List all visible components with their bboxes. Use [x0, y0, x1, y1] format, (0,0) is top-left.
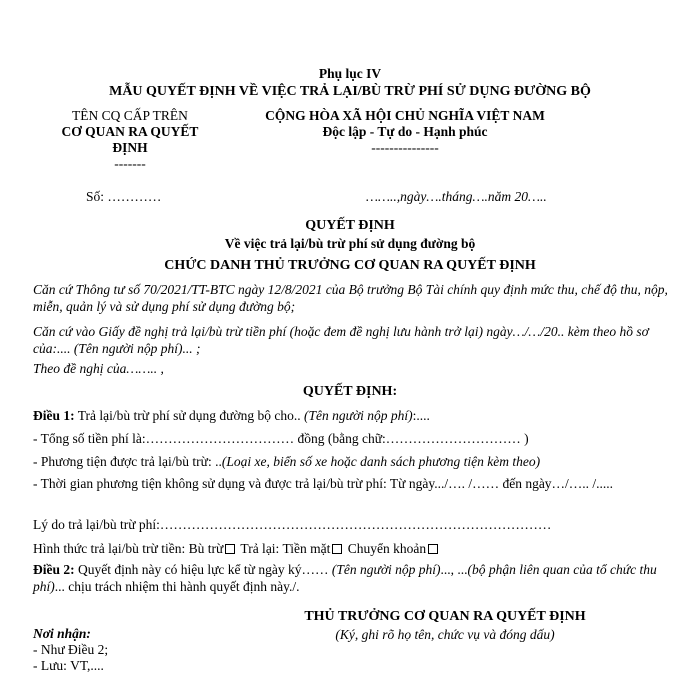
vehicle-label: - Phương tiện được trả lại/bù trừ: .. [33, 454, 222, 469]
unused-period-line: - Thời gian phương tiện không sử dụng và được trả lại/bù trừ phí: Từ ngày.../…. /…… đến ngày…/….. /..... [33, 476, 614, 491]
motto: Độc lập - Tự do - Hạnh phúc [322, 124, 488, 139]
payer-name-placeholder: (Tên người nộp phí) [303, 408, 413, 423]
decision-authority: CHỨC DANH THỦ TRƯỞNG CƠ QUAN RA QUYẾT ĐỊNH [164, 258, 536, 273]
issuer-block [30, 108, 230, 172]
issuer-parent-agency: TÊN CQ CẤP TRÊN [72, 108, 188, 123]
article-1-text: Trả lại/bù trừ phí sử dụng đường bộ cho.. [74, 408, 304, 423]
article-2-text-3: ... chịu trách nhiệm thi hành quyết định này./. [54, 579, 300, 594]
method-transfer-label: Chuyển khoản [344, 541, 427, 556]
issuer-agency-line-2: ĐỊNH [112, 140, 148, 155]
document-date: ……..,ngày….tháng….năm 20….. [366, 189, 547, 204]
article-2-text-2: ..., ... [440, 562, 468, 577]
decision-subject: Về việc trả lại/bù trừ phí sử dụng đường bộ [224, 236, 476, 251]
vehicle-line [33, 454, 540, 470]
article-2 [33, 561, 673, 595]
method-offset-label: Hình thức trả lại/bù trừ tiền: Bù trừ [33, 541, 224, 556]
signature-note: (Ký, ghi rõ họ tên, chức vụ và đóng dấu) [335, 627, 555, 642]
refund-reason-line: Lý do trả lại/bù trừ phí:…………………………………………………………………………… [33, 517, 552, 532]
national-motto-block [225, 108, 585, 156]
vehicle-placeholder: (Loại xe, biển số xe hoặc danh sách phương tiện kèm theo) [221, 454, 541, 469]
issuer-divider: ------- [114, 156, 146, 171]
recipients-label: Nơi nhận: [33, 626, 91, 641]
country-name: CỘNG HÒA XÃ HỘI CHỦ NGHĨA VIỆT NAM [265, 108, 545, 123]
motto-divider: --------------- [371, 140, 439, 155]
article-1-label: Điều 1: [33, 408, 75, 423]
article-2-department-placeholder: (bộ phận liên quan của tổ chức thu phí) [33, 562, 657, 594]
offset-checkbox[interactable] [225, 544, 235, 554]
preamble-legal-basis-1: Căn cứ Thông tư số 70/2021/TT-BTC ngày 12/8/2021 của Bộ trưởng Bộ Tài chính quy định mức thu, chế độ thu, nộp, miễn, quản lý và sử dụng phí sử dụng đường bộ; [33, 282, 668, 314]
method-cash-label: Trả lại: Tiền mặt [237, 541, 331, 556]
recipient-item: - Lưu: VT,.... [33, 658, 104, 673]
article-2-payer-placeholder: (Tên người nộp phí) [331, 562, 441, 577]
cash-checkbox[interactable] [332, 544, 342, 554]
article-1 [33, 408, 430, 424]
article-1-tail: :.... [412, 408, 430, 423]
preamble-proposal: Theo đề nghị của…….. , [33, 361, 164, 376]
article-2-label: Điều 2: [33, 562, 75, 577]
article-2-text-1: Quyết định này có hiệu lực kể từ ngày ký…… [74, 562, 332, 577]
document-number: Số: ………… [86, 189, 162, 204]
form-title: MẪU QUYẾT ĐỊNH VỀ VIỆC TRẢ LẠI/BÙ TRỪ PHÍ SỬ DỤNG ĐƯỜNG BỘ [109, 84, 591, 99]
issuer-agency-line: CƠ QUAN RA QUYẾT [61, 124, 199, 139]
recipient-item: - Như Điều 2; [33, 642, 109, 657]
refund-method-line [33, 541, 440, 557]
decision-title: QUYẾT ĐỊNH [305, 218, 395, 233]
signer-title: THỦ TRƯỞNG CƠ QUAN RA QUYẾT ĐỊNH [304, 609, 586, 624]
preamble-legal-basis-2: Căn cứ vào Giấy đề nghị trả lại/bù trừ tiền phí (hoặc đem đề nghị lưu hành trở lại) ngày…/…/20.. kèm theo hồ sơ của:.... (Tên người nộp phí)... ; [33, 324, 649, 356]
transfer-checkbox[interactable] [428, 544, 438, 554]
appendix-label: Phụ lục IV [318, 66, 382, 81]
total-fee-line: - Tổng số tiền phí là:…………………………… đồng (bằng chữ:………………………… ) [33, 431, 529, 446]
decides-heading: QUYẾT ĐỊNH: [302, 384, 398, 399]
